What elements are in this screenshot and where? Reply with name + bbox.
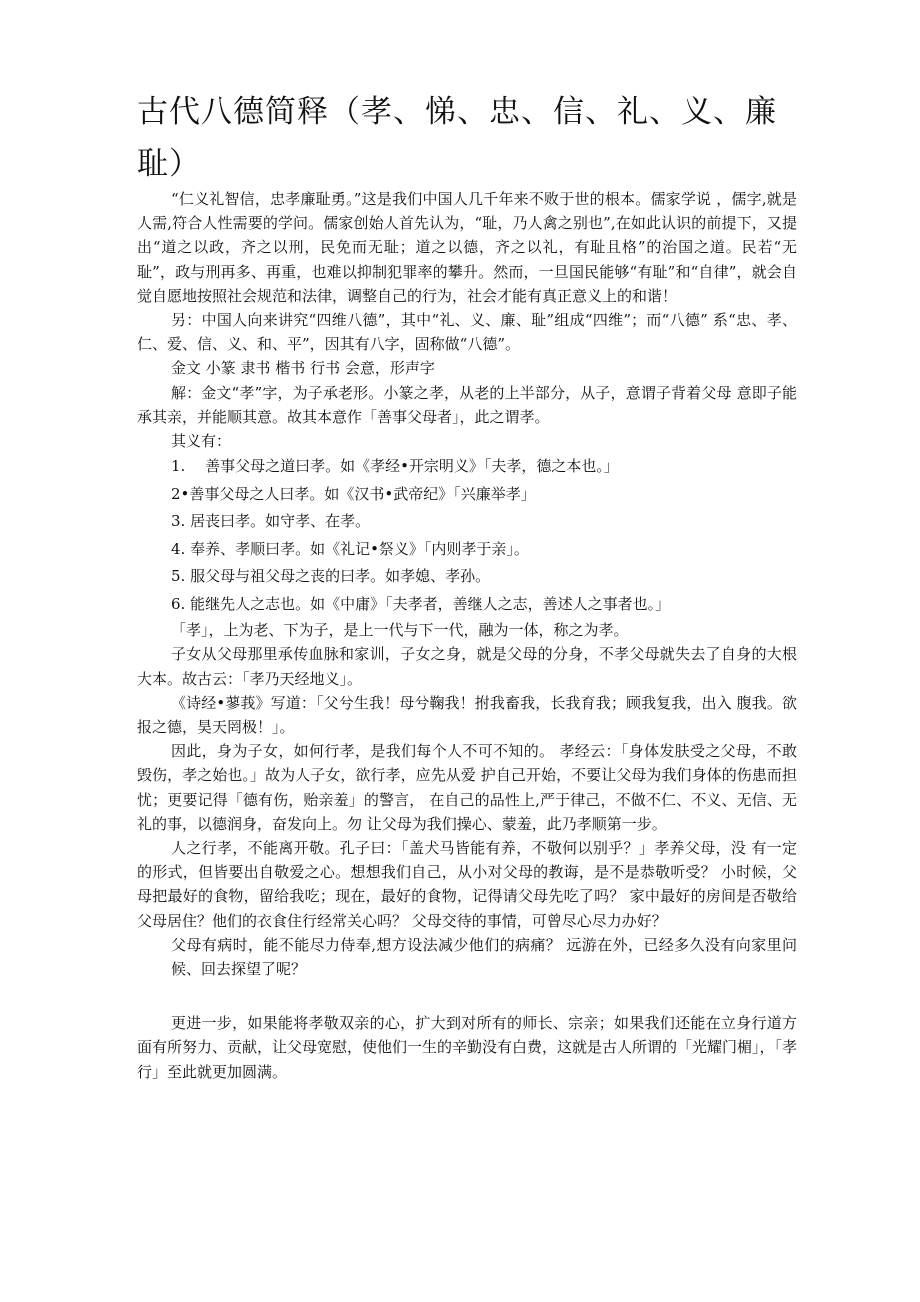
paragraph-shijing-quote: 《诗经•蓼莪》写道：「父兮生我！母兮鞠我！拊我畜我，长我育我；顾我复我，出入 腹我。欲报之德，昊天罔极！」。 [137,693,797,737]
paragraph-four-eight-virtues: 另：中国人向来讲究“四维八德”，其中“礼、义、廉、耻”组成“四维”；而“八德” 系“忠、孝、仁、爱、信、义、和、平”，因其有八字，固称做“八德”。 [137,311,797,354]
list-item: 1. 善事父母之道曰孝。如《孝经•开宗明义》「夫孝，德之本也。」 [171,457,619,476]
list-item: 3. 居丧曰孝。如守孝、在孝。 [171,512,371,531]
paragraph-bloodline: 子女从父母那里承传血脉和家训，子女之身，就是父母的分身，不孝父母就失去了自身的大根大本。故古云：「孝乃天经地义」。 [137,645,797,688]
paragraph-script-styles: 金文 小篆 隶书 楷书 行书 会意，形声字 [171,359,435,378]
document-body [137,187,797,1084]
paragraph-respect: 人之行孝，不能离开敬。孔子曰：「盖犬马皆能有养，不敬何以别乎？」孝养父母，没 有一定的形式，但皆要出自敬爱之心。想想我们自己，从小对父母的教诲，是不是恭敬听受？ 小时候，父母把最好的食物，留给我吃；现在，最好的食物，记得请父母先吃了吗？ 家中最好的房间是否敬给父母居住？他们的衣食住行经常关心吗？ 父母交待的事情，可曾尽心尽力办好？ [137,839,797,930]
paragraph-body-care: 因此，身为子女，如何行孝，是我们每个人不可不知的。 孝经云：「身体发肤受之父母，不敢毁伤，孝之始也。」故为人子女，欲行孝，应先从爱 护自己开始，不要让父母为我们身体的伤患而担忧；更要记得「德有伤，贻亲羞」的警言， 在自己的品性上,严于律己，不做不仁、不义、无信、无礼的事，以德润身，奋发向上。勿 让父母为我们操心、蒙羞，此乃孝顺第一步。 [137,742,797,833]
meanings-list [137,453,797,618]
list-item: 2•善事父母之人曰孝。如《汉书•武帝纪》「兴廉举孝」 [171,484,536,503]
paragraph-conclusion: 更进一步，如果能将孝敬双亲的心，扩大到对所有的师长、宗亲；如果我们还能在立身行道方面有所努力、贡献，让父母宽慰，使他们一生的辛勤没有白费，这就是古人所谓的「光耀门楣」，「孝行」至此就更加圆满。 [137,1014,798,1081]
paragraph-xiao-character: 「孝」，上为老、下为子，是上一代与下一代，融为一体，称之为孝。 [171,621,629,640]
list-item: 4. 奉养、孝顺曰孝。如《礼记•祭义》「内则孝于亲」。 [171,539,529,558]
list-item: 5. 服父母与祖父母之丧的曰孝。如孝媳、孝孙。 [171,567,491,586]
list-item: 6. 能继先人之志也。如《中庸》「夫孝者，善继人之志，善述人之事者也。」 [171,594,671,613]
document-title: 古代八德简释（孝、悌、忠、信、礼、义、廉耻） [137,94,777,182]
paragraph-meanings-heading: 其义有： [171,432,232,451]
paragraph-explanation: 解：金文“孝”字，为子承老形。小篆之孝，从老的上半部分，从子，意谓子背着父母 意即子能承其亲，并能顺其意。故其本意作「善事父母者」，此之谓孝。 [137,383,797,426]
paragraph-spacer [137,981,797,1011]
paragraph-intro: “仁义礼智信，忠孝廉耻勇。”这是我们中国人几千年来不败于世的根本。儒家学说 ，儒字,就是人需,符合人性需要的学问。儒家创始人首先认为，“耻，乃人禽之别也”,在如此认识的前提下，又提出“道之以政，齐之以刑，民免而无耻；道之以德，齐之以礼，有耻且格”的治国之道。民若“无耻”，政与刑再多、再重，也难以抑制犯罪率的攀升。然而，一旦国民能够“有耻”和“自律”，就会自觉自愿地按照社会规范和法律，调整自己的行为，社会才能有真正意义上的和谐！ [137,190,797,305]
paragraph-illness-care: 父母有病时，能不能尽力侍奉,想方设法减少他们的病痛？ 远游在外，已经多久没有向家里问候、回去探望了呢？ [171,935,797,979]
